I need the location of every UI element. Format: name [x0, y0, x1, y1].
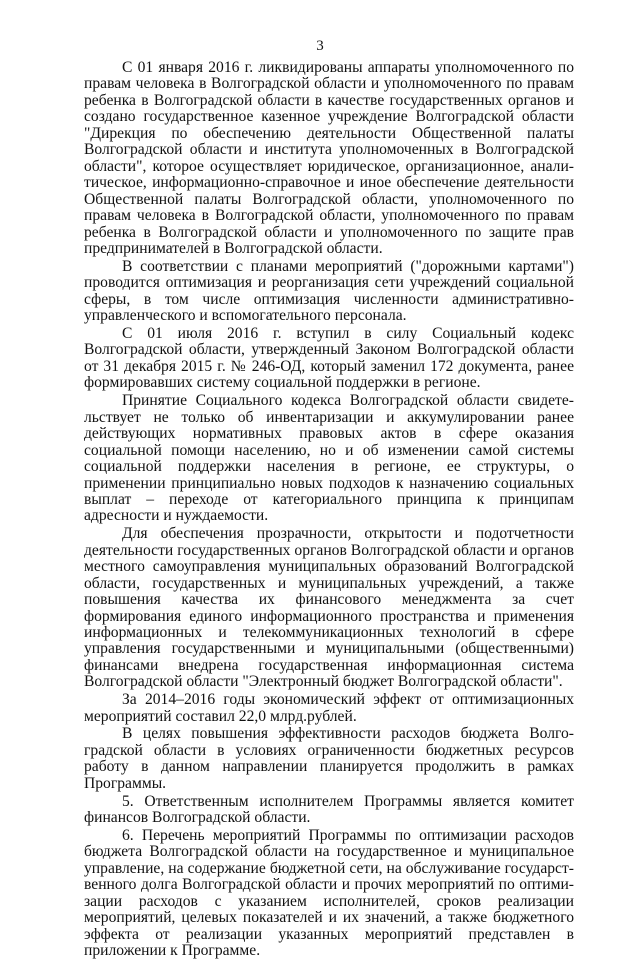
paragraph-economic-effect: За 2014–2016 годы экономический эффект от оптимизационных мероприятий составил 22,0 млрд.рублей. [84, 691, 574, 725]
paragraph-measures-list: 6. Перечень мероприятий Программы по оптимизации расходов бюджета Волгоградской области на государственное и муниципальное управление, на содержание бюджетной сети, на обслуживание государственного долга Волгоградской области и прочих мероприятий по оптимизации расходов с указанием исполнителей, сроков реализации мероприятий, целевых показателей и их значений, а также бюджетного эффекта от реализации указанных мероприятий представлен в приложении к Программе. [84, 826, 574, 960]
paragraph-responsible-executor: 5. Ответственным исполнителем Программы является комитет финансов Волгоградской области. [84, 792, 574, 827]
paragraph-road-maps: В соответствии с планами мероприятий ("дорожными картами") проводится оптимизация и реорганизация сети учреждений социальной сферы, в том числе оптимизация численности административно-управленческого и вспомогательного персонала. [84, 257, 574, 325]
paragraph-transparency: Для обеспечения прозрачности, открытости и подотчетности деятельности государственных органов Волгоградской области и органов местного самоуправления муниципальных образований Волгоградской области, государственных и муниципальных учреждений, а также повышения качества их финансового менеджмента за счет формирования единого информационного пространства и применения информационных и телекоммуникационных технологий в сфере управления государственными и муниципальными (общественными) финансами внедрена государственная информационная система Волгоградской области "Электронный бюджет Волгоградской области". [84, 525, 574, 691]
paragraph-liquidation: С 01 января 2016 г. ликвидированы аппараты уполномоченного по правам человека в Волгоградской области и уполномоченного по правам ребенка в Волгоградской области в качестве государственных органов и создано государственное казенное учреждение Волгоградской области "Дирекция по обеспечению деятельности Общественной палаты Волгоградской области и института уполномоченных в Волгоградской области", которое осуществляет юридическое, организационное, аналитическое, информационно-справочное и иное обеспечение деятельности Общественной палаты Волгоградской области, уполномоченного по правам человека в Волгоградской области, уполномоченного по правам ребенка в Волгоградской области и уполномоченного по защите прав предпринимателей в Волгоградской области. [84, 59, 574, 257]
page-number: 3 [316, 38, 324, 54]
paragraph-efficiency: В целях повышения эффективности расходов бюджета Волгоградской области в условиях ограниченности бюджетных ресурсов работу в данном направлении планируется продолжить в рамках Программы. [84, 725, 574, 792]
document-body [84, 60, 574, 961]
paragraph-social-code-adoption: Принятие Социального кодекса Волгоградской области свидетельствует не только об инвентаризации и аккумулировании ранее действующих нормативных правовых актов в сфере оказания социальной помощи населению, но и об изменении самой системы социальной поддержки населения в регионе, ее структуры, о применении принципиально новых подходов к назначению социальных выплат – переходе от категориального принципа к принципам адресности и нуждаемости. [84, 392, 574, 525]
paragraph-social-code: С 01 июля 2016 г. вступил в силу Социальный кодекс Волгоградской области, утвержденный Законом Волгоградской области от 31 декабря 2015 г. № 246-ОД, который заменил 172 документа, ранее формировавших систему социальной поддержки в регионе. [84, 325, 574, 392]
